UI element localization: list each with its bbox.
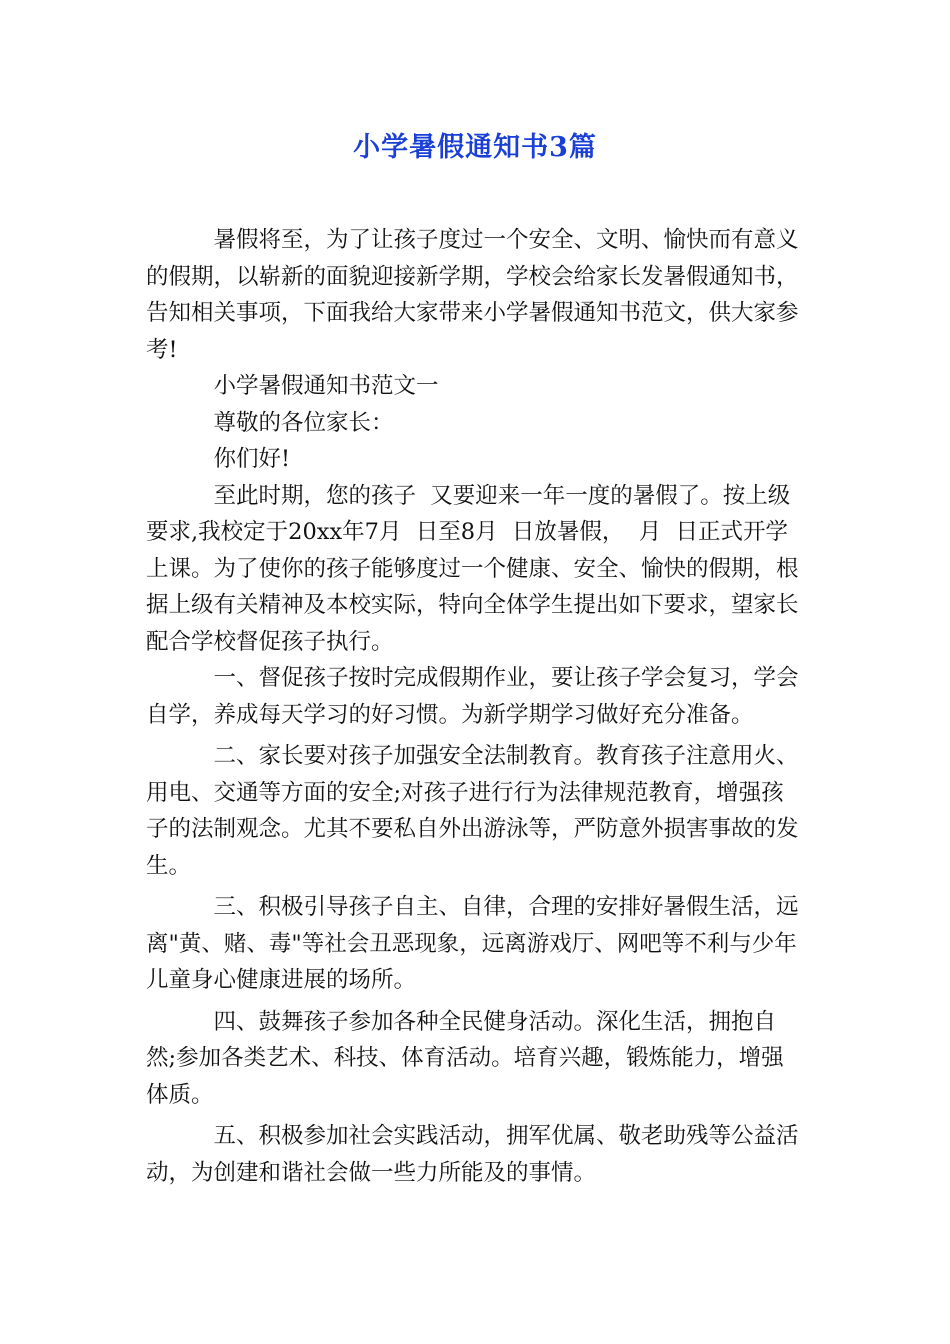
greeting: 你们好! — [213, 446, 291, 472]
document-title: 小学暑假通知书3篇 — [353, 132, 597, 163]
salutation: 尊敬的各位家长： — [213, 409, 394, 436]
section-heading: 小学暑假通知书范文一 — [213, 373, 439, 399]
document-body — [146, 222, 806, 1191]
requirement-2: 二、家长要对孩子加强安全法制教育。教育孩子注意用火、用电、交通等方面的安全;对孩子进行行为法律规范教育，增强孩子的法制观念。尤其不要私自外出游泳等，严防意外损害事故的发生。 — [146, 743, 799, 879]
intro-paragraph: 暑假将至，为了让孩子度过一个安全、文明、愉快而有意义的假期，以崭新的面貌迎接新学期，学校会给家长发暑假通知书，告知相关事项，下面我给大家带来小学暑假通知书范文，供大家参考! — [146, 227, 799, 363]
requirement-5: 五、积极参加社会实践活动，拥军优属、敬老助残等公益活动，为创建和谐社会做一些力所能及的事情。 — [146, 1123, 799, 1186]
requirement-3: 三、积极引导孩子自主、自律，合理的安排好暑假生活，远离"黄、赌、毒"等社会丑恶现象，远离游戏厅、网吧等不利与少年儿童身心健康进展的场所。 — [146, 894, 799, 993]
requirement-1: 一、督促孩子按时完成假期作业，要让孩子学会复习，学会自学，养成每天学习的好习惯。为新学期学习做好充分准备。 — [146, 665, 799, 728]
requirement-4: 四、鼓舞孩子参加各种全民健身活动。深化生活，拥抱自然;参加各类艺术、科技、体育活动。培育兴趣，锻炼能力，增强体质。 — [146, 1008, 784, 1108]
notice-paragraph: 至此时期，您的孩子 又要迎来一年一度的暑假了。按上级要求,我校定于20xx年7月 日至8月 日放暑假， 月 日正式开学上课。为了使你的孩子能够度过一个健康、安全、愉快的假期，根据上级有关精神及本校实际，特向全体学生提出如下要求，望家长配合学校督促孩子执行。 — [146, 482, 799, 655]
